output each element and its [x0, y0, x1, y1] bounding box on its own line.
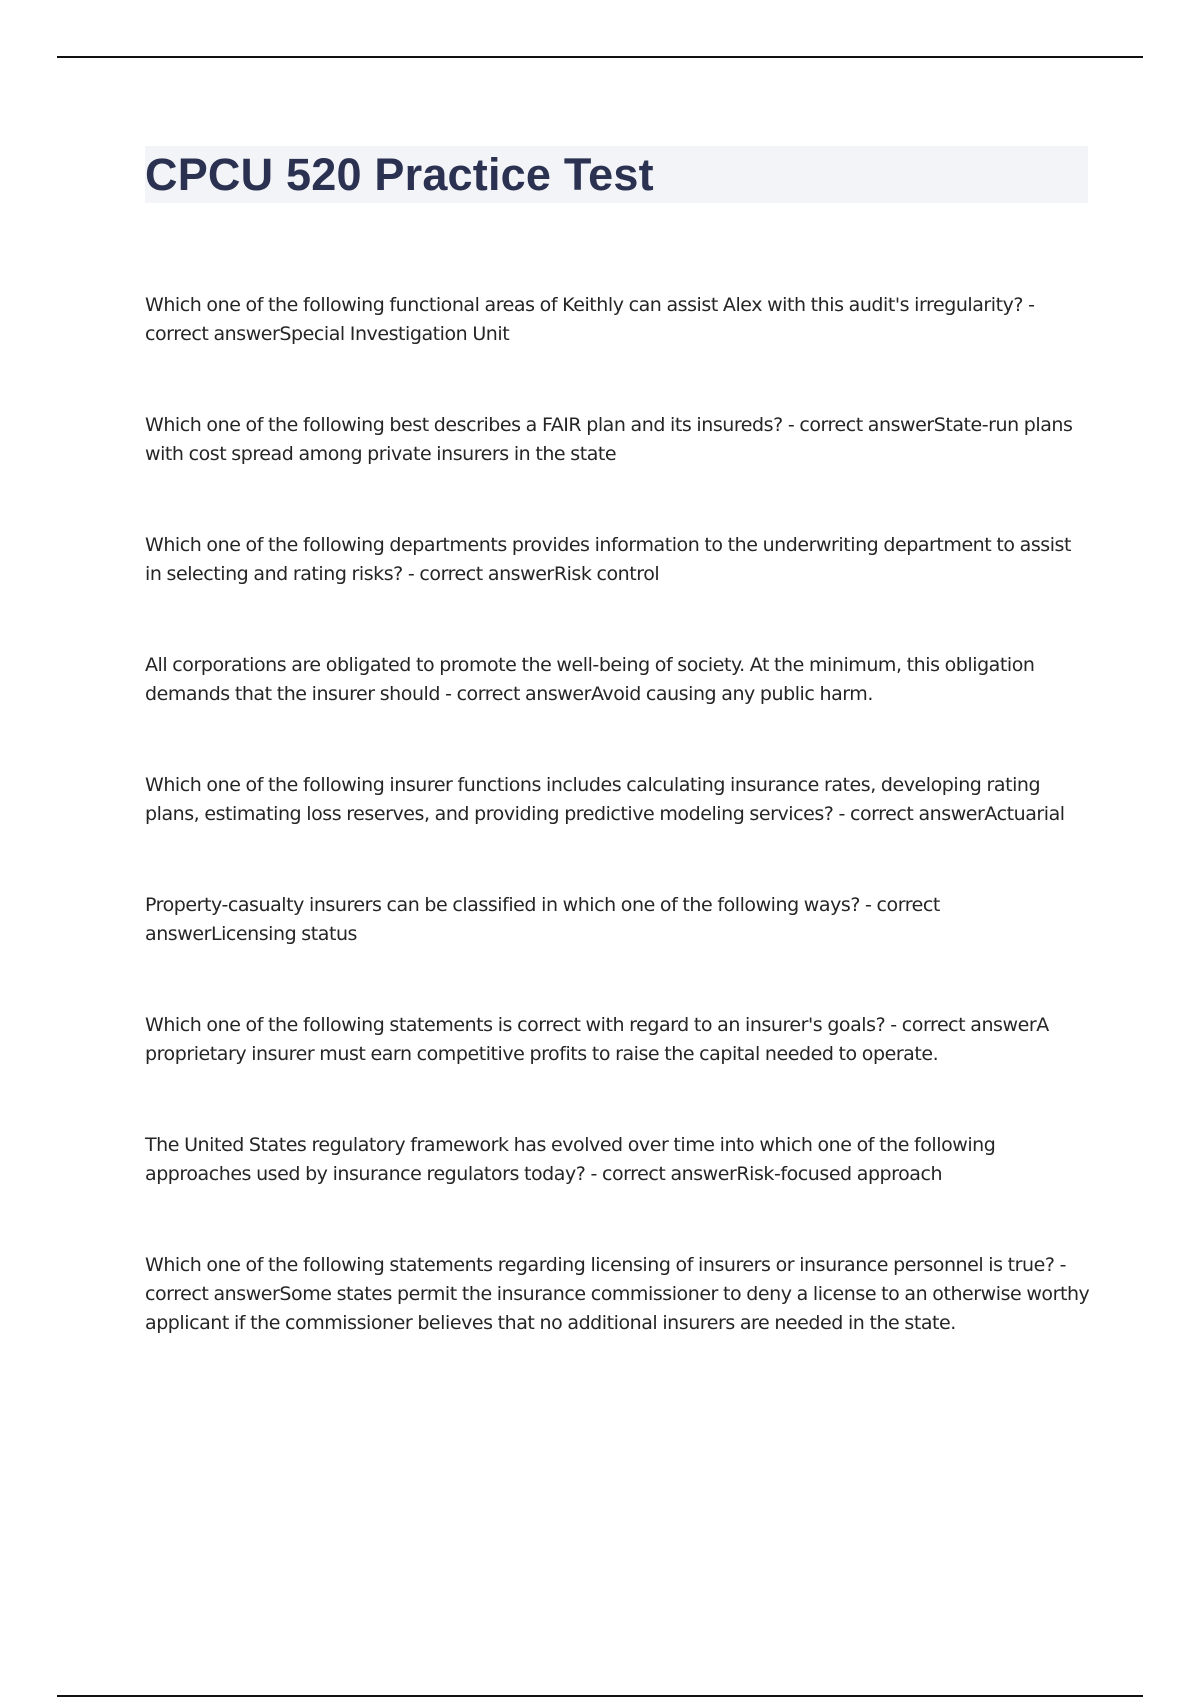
answer-text: State-run plans with cost spread among private insurers in the state: [145, 414, 1073, 465]
header-rule: [57, 56, 1143, 58]
question-text: Property-casualty insurers can be classified in which one of the following ways? - correct answer: [145, 894, 940, 945]
question-text: Which one of the following statements regarding licensing of insurers or insurance personnel is true? - correct answer: [145, 1254, 1066, 1305]
qa-item: [145, 411, 1090, 469]
page-title: CPCU 520 Practice Test: [145, 149, 654, 200]
answer-text: Actuarial: [984, 803, 1065, 825]
qa-item: [145, 291, 1090, 349]
question-text: Which one of the following best describes a FAIR plan and its insureds? - correct answer: [145, 414, 934, 436]
answer-text: Risk control: [553, 563, 660, 585]
answer-text: Special Investigation Unit: [279, 323, 510, 345]
qa-list: [145, 291, 1090, 1338]
qa-item: [145, 1011, 1090, 1069]
answer-text: A proprietary insurer must earn competitive profits to raise the capital needed to operate.: [145, 1014, 1049, 1065]
qa-item: [145, 531, 1090, 589]
question-text: Which one of the following insurer functions includes calculating insurance rates, developing rating plans, estimating loss reserves, and providing predictive modeling services? - correct answer: [145, 774, 1041, 825]
footer-rule: [57, 1695, 1143, 1697]
qa-item: [145, 771, 1090, 829]
qa-item: [145, 1131, 1090, 1189]
qa-item: [145, 1251, 1090, 1338]
qa-item: [145, 891, 1090, 949]
answer-text: Licensing status: [210, 923, 357, 945]
qa-item: [145, 651, 1090, 709]
question-text: Which one of the following functional areas of Keithly can assist Alex with this audit's irregularity? - correct answer: [145, 294, 1035, 345]
question-text: The United States regulatory framework has evolved over time into which one of the following approaches used by insurance regulators today? - correct answer: [145, 1134, 996, 1185]
question-text: All corporations are obligated to promote the well-being of society. At the minimum, this obligation demands that the insurer should - correct answer: [145, 654, 1035, 705]
question-text: Which one of the following departments provides information to the underwriting department to assist in selecting and rating risks? - correct answer: [145, 534, 1071, 585]
title-band: [145, 146, 1088, 203]
answer-text: Risk-focused approach: [736, 1163, 943, 1185]
answer-text: Avoid causing any public harm.: [590, 683, 873, 705]
answer-text: Some states permit the insurance commissioner to deny a license to an otherwise worthy applicant if the commissioner believes that no additional insurers are needed in the state.: [145, 1283, 1090, 1334]
question-text: Which one of the following statements is correct with regard to an insurer's goals? - correct answer: [145, 1014, 1037, 1036]
